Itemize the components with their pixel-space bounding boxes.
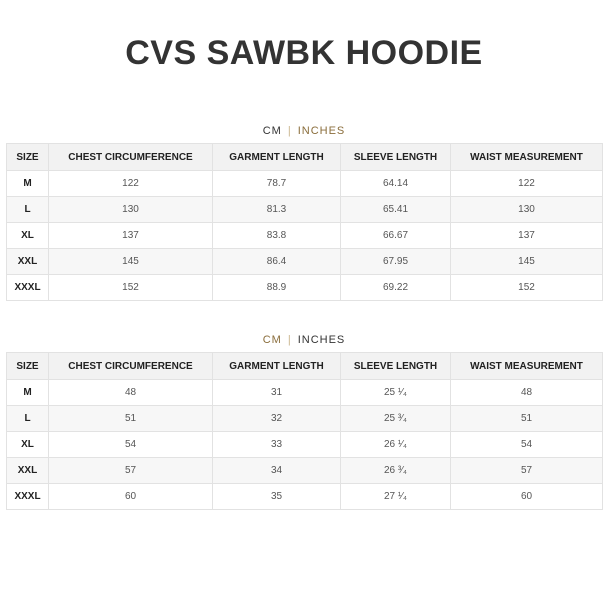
cell-garment-length: 88.9 [213,275,341,301]
cell-garment-length: 83.8 [213,223,341,249]
cell-waist: 152 [451,275,603,301]
table-header-row [7,144,603,171]
cell-garment-length: 78.7 [213,171,341,197]
cell-chest: 57 [49,458,213,484]
header-sleeve-length: SLEEVE LENGTH [341,353,451,380]
cell-sleeve-length: 26 ¹⁄₄ [341,432,451,458]
cell-sleeve-length: 69.22 [341,275,451,301]
page-title: CVS SAWBK HOODIE [125,34,483,72]
cell-sleeve-length: 67.95 [341,249,451,275]
cell-waist: 54 [451,432,603,458]
cell-sleeve-length: 65.41 [341,197,451,223]
cell-garment-length: 32 [213,406,341,432]
header-waist: WAIST MEASUREMENT [451,144,603,171]
cell-sleeve-length: 27 ¹⁄₄ [341,484,451,510]
table-row [7,249,603,275]
cell-waist: 60 [451,484,603,510]
cell-size: L [7,406,49,432]
cell-size: XXXL [7,275,49,301]
cell-size: XXXL [7,484,49,510]
cell-waist: 145 [451,249,603,275]
unit-option-inches[interactable]: INCHES [297,125,346,137]
cell-waist: 122 [451,171,603,197]
cell-sleeve-length: 25 ¹⁄₄ [341,380,451,406]
table-row [7,406,603,432]
cell-chest: 51 [49,406,213,432]
cell-chest: 122 [49,171,213,197]
size-chart-table-cm [6,143,603,301]
cell-sleeve-length: 66.67 [341,223,451,249]
table-row [7,223,603,249]
cell-size: XL [7,223,49,249]
header-chest: CHEST CIRCUMFERENCE [49,353,213,380]
header-garment-length: GARMENT LENGTH [213,353,341,380]
cell-size: XL [7,432,49,458]
unit-separator: | [287,125,292,137]
cell-garment-length: 33 [213,432,341,458]
size-chart-table-inches [6,352,603,510]
cell-sleeve-length: 26 ³⁄₄ [341,458,451,484]
table-row [7,197,603,223]
cell-waist: 51 [451,406,603,432]
cell-sleeve-length: 25 ³⁄₄ [341,406,451,432]
cell-chest: 137 [49,223,213,249]
cell-chest: 60 [49,484,213,510]
cell-size: M [7,380,49,406]
cell-garment-length: 31 [213,380,341,406]
cell-garment-length: 35 [213,484,341,510]
table-row [7,380,603,406]
cell-waist: 130 [451,197,603,223]
cell-waist: 57 [451,458,603,484]
header-size: SIZE [7,144,49,171]
cell-chest: 54 [49,432,213,458]
cell-chest: 145 [49,249,213,275]
unit-toggle-cm-table [0,125,608,137]
cell-size: XXL [7,249,49,275]
unit-option-cm[interactable]: CM [262,334,282,346]
unit-option-inches[interactable]: INCHES [297,334,346,346]
header-garment-length: GARMENT LENGTH [213,144,341,171]
cell-garment-length: 86.4 [213,249,341,275]
cell-size: M [7,171,49,197]
cell-chest: 130 [49,197,213,223]
unit-separator: | [287,334,292,346]
header-waist: WAIST MEASUREMENT [451,353,603,380]
table-header-row [7,353,603,380]
cell-waist: 137 [451,223,603,249]
table-row [7,484,603,510]
header-chest: CHEST CIRCUMFERENCE [49,144,213,171]
cell-waist: 48 [451,380,603,406]
cell-size: L [7,197,49,223]
unit-option-cm[interactable]: CM [262,125,282,137]
table-row [7,275,603,301]
cell-sleeve-length: 64.14 [341,171,451,197]
unit-toggle-inch-table [0,334,608,346]
table-row [7,432,603,458]
cell-garment-length: 34 [213,458,341,484]
cell-garment-length: 81.3 [213,197,341,223]
cell-chest: 152 [49,275,213,301]
cell-chest: 48 [49,380,213,406]
table-row [7,171,603,197]
table-row [7,458,603,484]
cell-size: XXL [7,458,49,484]
header-sleeve-length: SLEEVE LENGTH [341,144,451,171]
header-size: SIZE [7,353,49,380]
